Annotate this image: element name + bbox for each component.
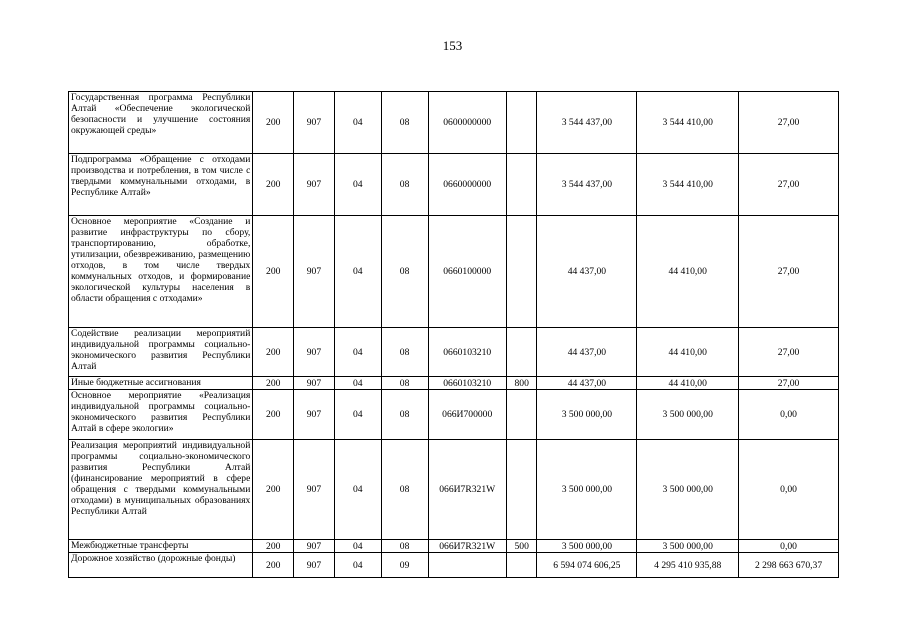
table-row <box>69 216 839 328</box>
cell-section: 04 <box>334 377 381 390</box>
cell-amount-planned: 44 437,00 <box>537 377 637 390</box>
cell-target-article: 066И700000 <box>428 390 506 440</box>
table-row <box>69 440 839 540</box>
row-name: Основное мероприятие «Создание и развитие инфраструктуры по сбору, транспортированию, обработке, утилизации, обезвреживанию, размещению отходов, в том числе твердых коммунальных отходов, и формирование экологической культуры населения в области обращения с отходами» <box>69 216 253 328</box>
cell-amount-difference: 27,00 <box>739 154 839 216</box>
cell-target-article: 0660103210 <box>428 328 506 377</box>
cell-amount-difference: 2 298 663 670,37 <box>739 553 839 578</box>
cell-amount-executed: 3 500 000,00 <box>637 540 739 553</box>
cell-amount-difference: 27,00 <box>739 377 839 390</box>
cell-code: 200 <box>253 216 294 328</box>
cell-ministry: 907 <box>294 377 335 390</box>
cell-ministry: 907 <box>294 154 335 216</box>
cell-amount-planned: 3 544 437,00 <box>537 154 637 216</box>
cell-code: 200 <box>253 92 294 154</box>
cell-amount-executed: 3 500 000,00 <box>637 440 739 540</box>
table-row <box>69 540 839 553</box>
row-name: Межбюджетные трансферты <box>69 540 253 553</box>
cell-amount-executed: 3 500 000,00 <box>637 390 739 440</box>
cell-code: 200 <box>253 440 294 540</box>
cell-expense-type <box>506 553 537 578</box>
table-row <box>69 377 839 390</box>
cell-expense-type <box>506 390 537 440</box>
cell-amount-executed: 3 544 410,00 <box>637 154 739 216</box>
cell-ministry: 907 <box>294 440 335 540</box>
cell-target-article: 066И7R321W <box>428 540 506 553</box>
cell-expense-type <box>506 216 537 328</box>
cell-section: 04 <box>334 216 381 328</box>
cell-amount-executed: 4 295 410 935,88 <box>637 553 739 578</box>
cell-section: 04 <box>334 154 381 216</box>
cell-subsection: 08 <box>381 328 428 377</box>
row-name: Иные бюджетные ассигнования <box>69 377 253 390</box>
cell-code: 200 <box>253 328 294 377</box>
cell-code: 200 <box>253 154 294 216</box>
table-row <box>69 553 839 578</box>
cell-subsection: 08 <box>381 540 428 553</box>
cell-amount-difference: 27,00 <box>739 216 839 328</box>
row-name: Государственная программа Республики Алтай «Обеспечение экологической безопасности и улучшение состояния окружающей среды» <box>69 92 253 154</box>
row-name: Реализация мероприятий индивидуальной программы социально-экономического развития Республики Алтай (финансирование мероприятий в сфере обращения с твердыми коммунальными отходами) в муниципальных образованиях Республики Алтай <box>69 440 253 540</box>
cell-ministry: 907 <box>294 216 335 328</box>
cell-amount-planned: 44 437,00 <box>537 216 637 328</box>
cell-subsection: 08 <box>381 440 428 540</box>
cell-section: 04 <box>334 440 381 540</box>
cell-amount-difference: 27,00 <box>739 328 839 377</box>
cell-amount-planned: 3 500 000,00 <box>537 440 637 540</box>
cell-ministry: 907 <box>294 390 335 440</box>
cell-ministry: 907 <box>294 540 335 553</box>
cell-section: 04 <box>334 92 381 154</box>
cell-amount-executed: 44 410,00 <box>637 216 739 328</box>
table-row <box>69 92 839 154</box>
cell-code: 200 <box>253 390 294 440</box>
cell-target-article <box>428 553 506 578</box>
row-name: Подпрограмма «Обращение с отходами производства и потребления, в том числе с твердыми коммунальными отходами, в Республике Алтай» <box>69 154 253 216</box>
row-name: Дорожное хозяйство (дорожные фонды) <box>69 553 253 578</box>
cell-code: 200 <box>253 540 294 553</box>
cell-subsection: 08 <box>381 390 428 440</box>
table-row <box>69 390 839 440</box>
cell-target-article: 0660103210 <box>428 377 506 390</box>
cell-expense-type: 800 <box>506 377 537 390</box>
cell-amount-difference: 27,00 <box>739 92 839 154</box>
cell-target-article: 0600000000 <box>428 92 506 154</box>
cell-ministry: 907 <box>294 92 335 154</box>
cell-amount-planned: 44 437,00 <box>537 328 637 377</box>
cell-amount-planned: 3 500 000,00 <box>537 540 637 553</box>
table-row <box>69 154 839 216</box>
cell-subsection: 08 <box>381 377 428 390</box>
cell-amount-planned: 6 594 074 606,25 <box>537 553 637 578</box>
row-name: Содействие реализации мероприятий индивидуальной программы социально-экономического развития Республики Алтай <box>69 328 253 377</box>
cell-target-article: 0660000000 <box>428 154 506 216</box>
cell-expense-type <box>506 440 537 540</box>
cell-expense-type: 500 <box>506 540 537 553</box>
cell-code: 200 <box>253 553 294 578</box>
cell-subsection: 08 <box>381 154 428 216</box>
cell-section: 04 <box>334 328 381 377</box>
cell-amount-difference: 0,00 <box>739 440 839 540</box>
cell-target-article: 0660100000 <box>428 216 506 328</box>
cell-target-article: 066И7R321W <box>428 440 506 540</box>
cell-expense-type <box>506 154 537 216</box>
cell-subsection: 08 <box>381 216 428 328</box>
cell-amount-executed: 44 410,00 <box>637 328 739 377</box>
cell-section: 04 <box>334 553 381 578</box>
cell-expense-type <box>506 328 537 377</box>
budget-table <box>68 91 839 578</box>
cell-subsection: 09 <box>381 553 428 578</box>
table-row <box>69 328 839 377</box>
cell-section: 04 <box>334 390 381 440</box>
row-name: Основное мероприятие «Реализация индивидуальной программы социально-экономического развития Республики Алтай в сфере экологии» <box>69 390 253 440</box>
cell-amount-planned: 3 500 000,00 <box>537 390 637 440</box>
cell-amount-executed: 3 544 410,00 <box>637 92 739 154</box>
cell-code: 200 <box>253 377 294 390</box>
cell-ministry: 907 <box>294 328 335 377</box>
page-number: 153 <box>442 38 463 53</box>
cell-amount-planned: 3 544 437,00 <box>537 92 637 154</box>
cell-amount-difference: 0,00 <box>739 540 839 553</box>
cell-expense-type <box>506 92 537 154</box>
cell-section: 04 <box>334 540 381 553</box>
cell-ministry: 907 <box>294 553 335 578</box>
cell-amount-executed: 44 410,00 <box>637 377 739 390</box>
cell-subsection: 08 <box>381 92 428 154</box>
cell-amount-difference: 0,00 <box>739 390 839 440</box>
